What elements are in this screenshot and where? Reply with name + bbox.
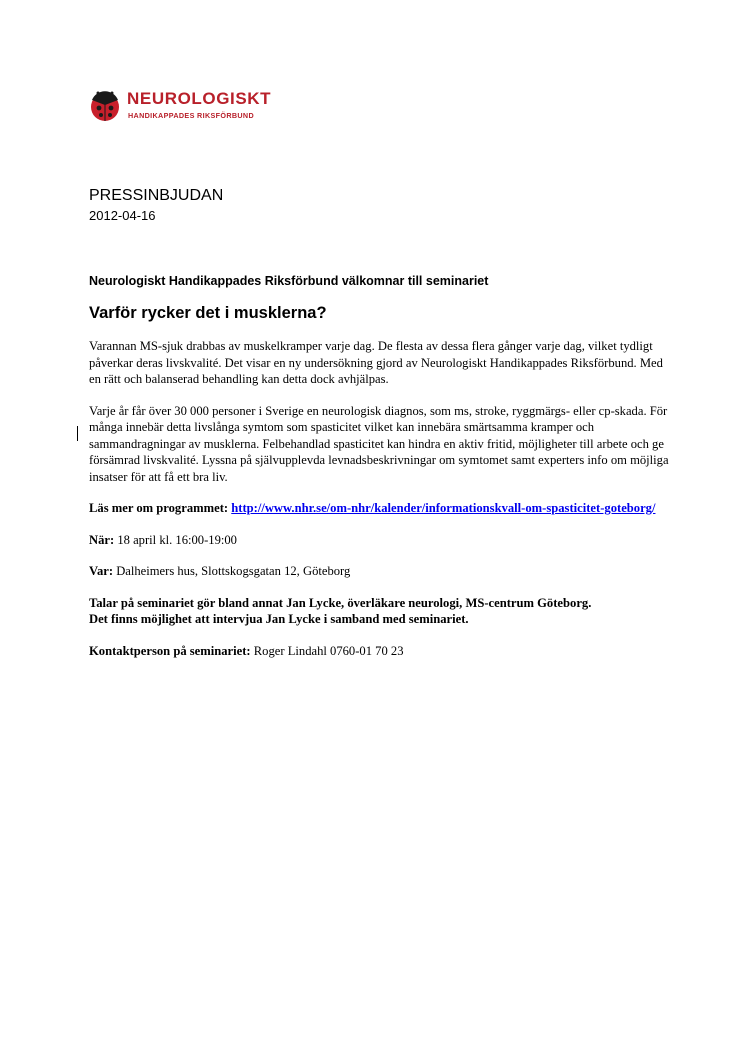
speaker-line-2: Det finns möjlighet att intervjua Jan Lycke i samband med seminariet.: [89, 612, 469, 626]
logo-subtitle: HANDIKAPPADES RIKSFÖRBUND: [128, 111, 255, 120]
logo-name: NEUROLOGISKT: [127, 89, 272, 108]
where-value: Dalheimers hus, Slottskogsgatan 12, Göteborg: [116, 564, 351, 578]
document-label: PRESSINBJUDAN: [89, 187, 224, 204]
ladybug-icon: [89, 88, 121, 122]
document-date: 2012-04-16: [89, 208, 156, 223]
intro-line: Neurologiskt Handikappades Riksförbund välkomnar till seminariet: [89, 274, 489, 288]
page-title: Varför rycker det i musklerna?: [89, 304, 327, 322]
when-line: [89, 532, 669, 549]
where-line: [89, 563, 669, 580]
when-value: 18 april kl. 16:00-19:00: [117, 532, 237, 547]
speaker-block: [89, 595, 669, 628]
document-body: [89, 273, 669, 659]
contact-value: Roger Lindahl 0760-01 70 23: [253, 643, 404, 658]
program-link[interactable]: http://www.nhr.se/om-nhr/kalender/informationskvall-om-spasticitet-goteborg/: [231, 501, 656, 515]
paragraph-2: Varje år får över 30 000 personer i Sverige en neurologisk diagnos, som ms, stroke, ryggmärgs- eller cp-skada. För många innebär detta livslånga symtom som spasticitet vilket kan innebära smärtsamma kramper och sammandragningar av musklerna. Felbehandlad spasticitet kan hindra en aktiv fritid, möjligheter till arbete och ge försämrad livskvalité. Lyssna på självupplevda levnadsbeskrivningar om symtomet samt experters info om möjliga insatser för att få ett bra liv.: [89, 403, 669, 484]
contact-label: Kontaktperson på seminariet:: [89, 643, 251, 658]
when-label: När:: [89, 532, 115, 547]
where-label: Var:: [89, 564, 114, 578]
paragraph-1: Varannan MS-sjuk drabbas av muskelkramper varje dag. De flesta av dessa flera gånger varje dag, vilket tydligt påverkar deras livskvalité. Det visar en ny undersökning gjord av Neurologiskt Handikappades Riksförbund. Med en rätt och balanserad behandling kan detta dock avhjälpas.: [89, 339, 663, 386]
readmore-line: [89, 500, 669, 517]
readmore-label: Läs mer om programmet:: [89, 501, 229, 515]
contact-line: [89, 643, 669, 660]
revision-mark: [77, 426, 78, 441]
speaker-line-1: Talar på seminariet gör bland annat Jan Lycke, överläkare neurologi, MS-centrum Göteborg.: [89, 595, 592, 610]
